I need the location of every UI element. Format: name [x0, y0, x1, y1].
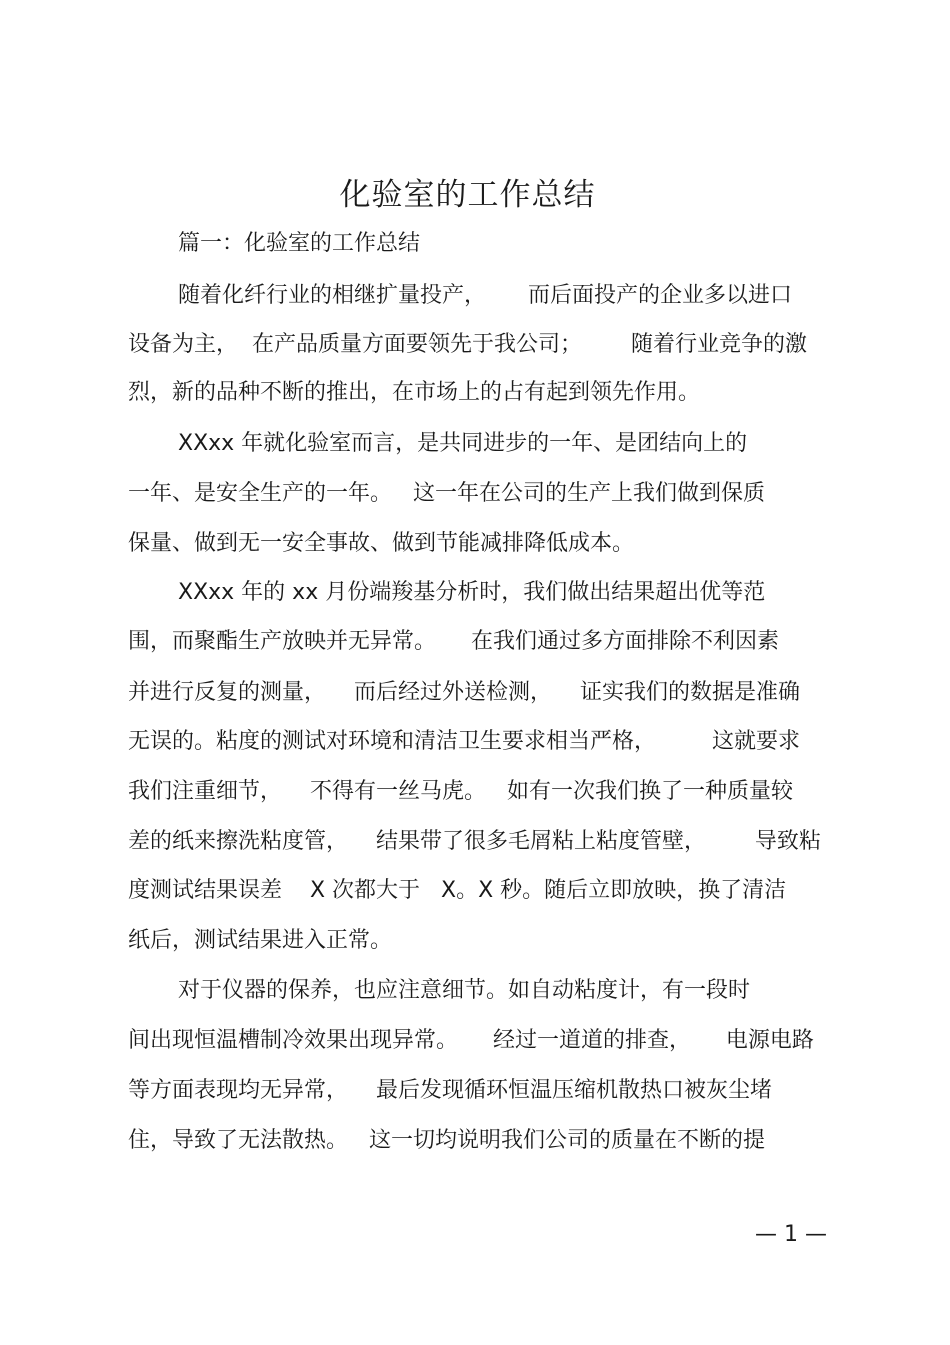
paragraph-line: 一年、是安全生产的一年。 这一年在公司的生产上我们做到保质 — [128, 481, 765, 506]
paragraph-line: 纸后，测试结果进入正常。 — [128, 928, 393, 953]
page-number: — 1 — — [755, 1222, 827, 1247]
paragraph-line: 随着化纤行业的相继扩量投产， 而后面投产的企业多以进口 — [178, 283, 792, 308]
paragraph-line: 间出现恒温槽制冷效果出现异常。 经过一道道的排查， 电源电路 — [128, 1028, 814, 1053]
paragraph-line: 设备为主， 在产品质量方面要领先于我公司； 随着行业竞争的激 — [128, 332, 807, 357]
paragraph-line: 并进行反复的测量， 而后经过外送检测， 证实我们的数据是准确 — [128, 680, 800, 705]
paragraph-line: XXxx 年就化验室而言，是共同进步的一年、是团结向上的 — [178, 431, 748, 456]
document-title: 化验室的工作总结 — [339, 177, 596, 213]
paragraph-line: 对于仪器的保养，也应注意细节。如自动粘度计，有一段时 — [178, 978, 751, 1003]
paragraph-line: 我们注重细节， 不得有一丝马虎。 如有一次我们换了一种质量较 — [128, 779, 793, 804]
paragraph-line: 住，导致了无法散热。 这一切均说明我们公司的质量在不断的提 — [128, 1128, 765, 1153]
paragraph-line: 无误的。粘度的测试对环境和清洁卫生要求相当严格， 这就要求 — [128, 729, 800, 754]
paragraph-line: 等方面表现均无异常， 最后发现循环恒温压缩机散热口被灰尘堵 — [128, 1078, 772, 1103]
paragraph-line: 差的纸来擦洗粘度管， 结果带了很多毛屑粘上粘度管壁， 导致粘 — [128, 829, 821, 854]
section-heading: 篇一：化验室的工作总结 — [178, 231, 421, 256]
paragraph-line: 保量、做到无一安全事故、做到节能减排降低成本。 — [128, 531, 635, 556]
paragraph-line: 度测试结果误差 X 次都大于 X。X 秒。随后立即放映，换了清洁 — [128, 878, 787, 903]
paragraph-line: 烈，新的品种不断的推出，在市场上的占有起到领先作用。 — [128, 380, 701, 405]
paragraph-line: XXxx 年的 xx 月份端羧基分析时，我们做出结果超出优等范 — [178, 580, 766, 605]
paragraph-line: 围，而聚酯生产放映并无异常。 在我们通过多方面排除不利因素 — [128, 629, 779, 654]
